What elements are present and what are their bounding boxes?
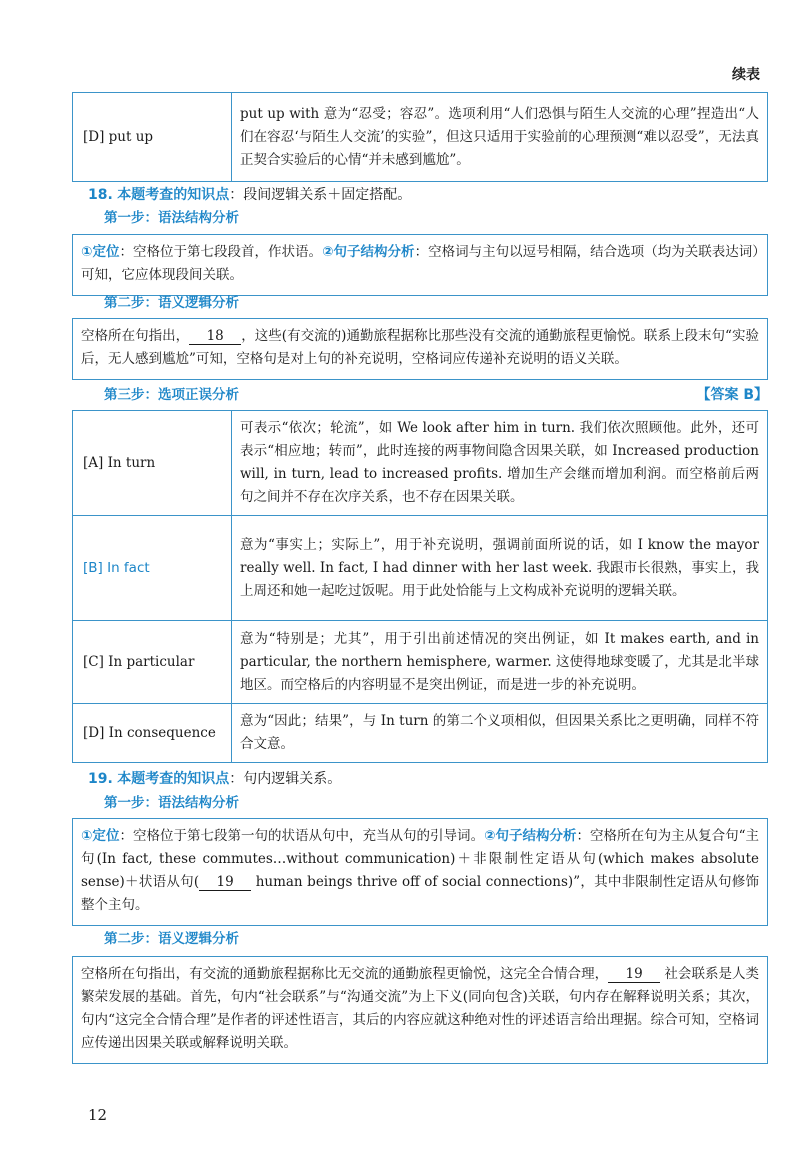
option-desc: 意为“特别是；尤其”，用于引出前述情况的突出例证，如 It makes earth, and in particular, the northern hemisphere, warmer. 这使得地球变暖了，尤其是北半球地区。而空格后的内容明显不是突出例证，而是进一步的补充说明。 [232, 621, 768, 704]
blank-19: 19 [199, 874, 251, 891]
table-row [73, 621, 768, 704]
q18-title: 本题考查的知识点 [117, 187, 230, 203]
step2-text-a: 空格所在句指出，有交流的通勤旅程据称比无交流的通勤旅程更愉悦，这完全合情合理， [81, 966, 609, 982]
option-desc: 可表示“依次；轮流”，如 We look after him in turn. 我们依次照顾他。此外，还可表示“相应地；转而”，此时连接的两事物间隐含因果关联，如 Increased production will, in turn, lead to increased profits. 增加生产会继而增加利润。而空格前后两句之间并不存在次序关系，也不存在因果关联。 [232, 411, 768, 516]
option-desc: put up with 意为“忍受；容忍”。选项利用“人们恐惧与陌生人交流的心理”捏造出“人们在容忍‘与陌生人交流’的实验”，但这只适用于实验前的心理预测“难以忍受”，无法真正契合实验后的心情“并未感到尴尬”。 [232, 93, 768, 182]
step2-text-b: 社会联系是人类繁荣发展的基础。首先，句内“社会联系”与“沟通交流”为上下义(同向包含)关联，句内存在解释说明关系；其次，句内“这完全合情合理”是作者的评述性语言，其后的内容应就这种绝对性的评述语言给出理据。综合可知，空格词应传递出因果关联或解释说明关联。 [81, 966, 760, 1051]
q18-step1-title: 第一步：语法结构分析 [104, 210, 239, 226]
page-number: 12 [88, 1106, 108, 1124]
q19-step1-title: 第一步：语法结构分析 [104, 795, 239, 811]
option-label: [D] put up [73, 93, 232, 182]
structure-text-b: human beings thrive off of social connections)”，其中非限制性定语从句修饰整个主句。 [81, 874, 759, 913]
table-row [73, 704, 768, 763]
q19-step2-box [72, 956, 768, 1064]
table-row [73, 411, 768, 516]
option-table-q18 [72, 410, 768, 763]
blank-18: 18 [189, 328, 241, 345]
q18-step2-box [72, 318, 768, 380]
q18-step2-title: 第二步：语义逻辑分析 [104, 295, 239, 311]
option-table-top [72, 92, 768, 182]
q19-step1-box [72, 818, 768, 926]
option-desc: 意为“事实上；实际上”，用于补充说明，强调前面所说的话，如 I know the mayor really well. In fact, I had dinner with her last week. 我跟市长很熟，事实上，我上周还和她一起吃过饭呢。用于此处恰能与上文构成补充说明的逻辑关联。 [232, 516, 768, 621]
structure-label: ②句子结构分析 [322, 244, 415, 260]
position-text: ：空格位于第七段第一句的状语从句中，充当从句的引导词。 [119, 828, 485, 844]
q19-number: 19. [88, 771, 113, 787]
q19-title: 本题考查的知识点 [117, 771, 230, 787]
q19-step2-title: 第二步：语义逻辑分析 [104, 931, 239, 947]
option-label-correct: [B] In fact [73, 516, 232, 621]
position-label: ①定位 [81, 828, 120, 844]
q18-number: 18. [88, 187, 113, 203]
option-label: [A] In turn [73, 411, 232, 516]
step2-text-b: ，这些(有交流的)通勤旅程据称比那些没有交流的通勤旅程更愉悦。联系上段末句“实验后，无人感到尴尬”可知，空格句是对上句的补充说明，空格词应传递补充说明的语义关联。 [81, 328, 760, 367]
q18-step3-title: 第三步：选项正误分析 [104, 387, 239, 403]
q18-topic: ：段间逻辑关系＋固定搭配。 [229, 187, 412, 203]
table-row [73, 93, 768, 182]
q19-topic: ：句内逻辑关系。 [229, 771, 342, 787]
structure-text: ：空格词与主句以逗号相隔，结合选项（均为关联表达词）可知，它应体现段间关联。 [81, 244, 759, 283]
option-label: [D] In consequence [73, 704, 232, 763]
answer-badge: 【答案 B】 [696, 387, 768, 403]
blank-19: 19 [608, 966, 660, 983]
option-desc: 意为“因此；结果”，与 In turn 的第二个义项相似，但因果关系比之更明确，同样不符合文意。 [232, 704, 768, 763]
table-row [73, 516, 768, 621]
q19-heading [88, 768, 341, 791]
option-label: [C] In particular [73, 621, 232, 704]
step2-text-a: 空格所在句指出， [81, 328, 190, 344]
continued-label: 续表 [732, 67, 760, 83]
structure-label: ②句子结构分析 [484, 828, 577, 844]
structure-text-a: ：空格所在句为主从复合句“主句(In fact, these commutes…without communication)＋非限制性定语从句(which makes absolute sense)＋状语从句( [81, 828, 760, 890]
position-text: ：空格位于第七段段首，作状语。 [119, 244, 323, 260]
q18-heading [88, 184, 411, 207]
q18-step1-box [72, 234, 768, 296]
position-label: ①定位 [81, 244, 120, 260]
